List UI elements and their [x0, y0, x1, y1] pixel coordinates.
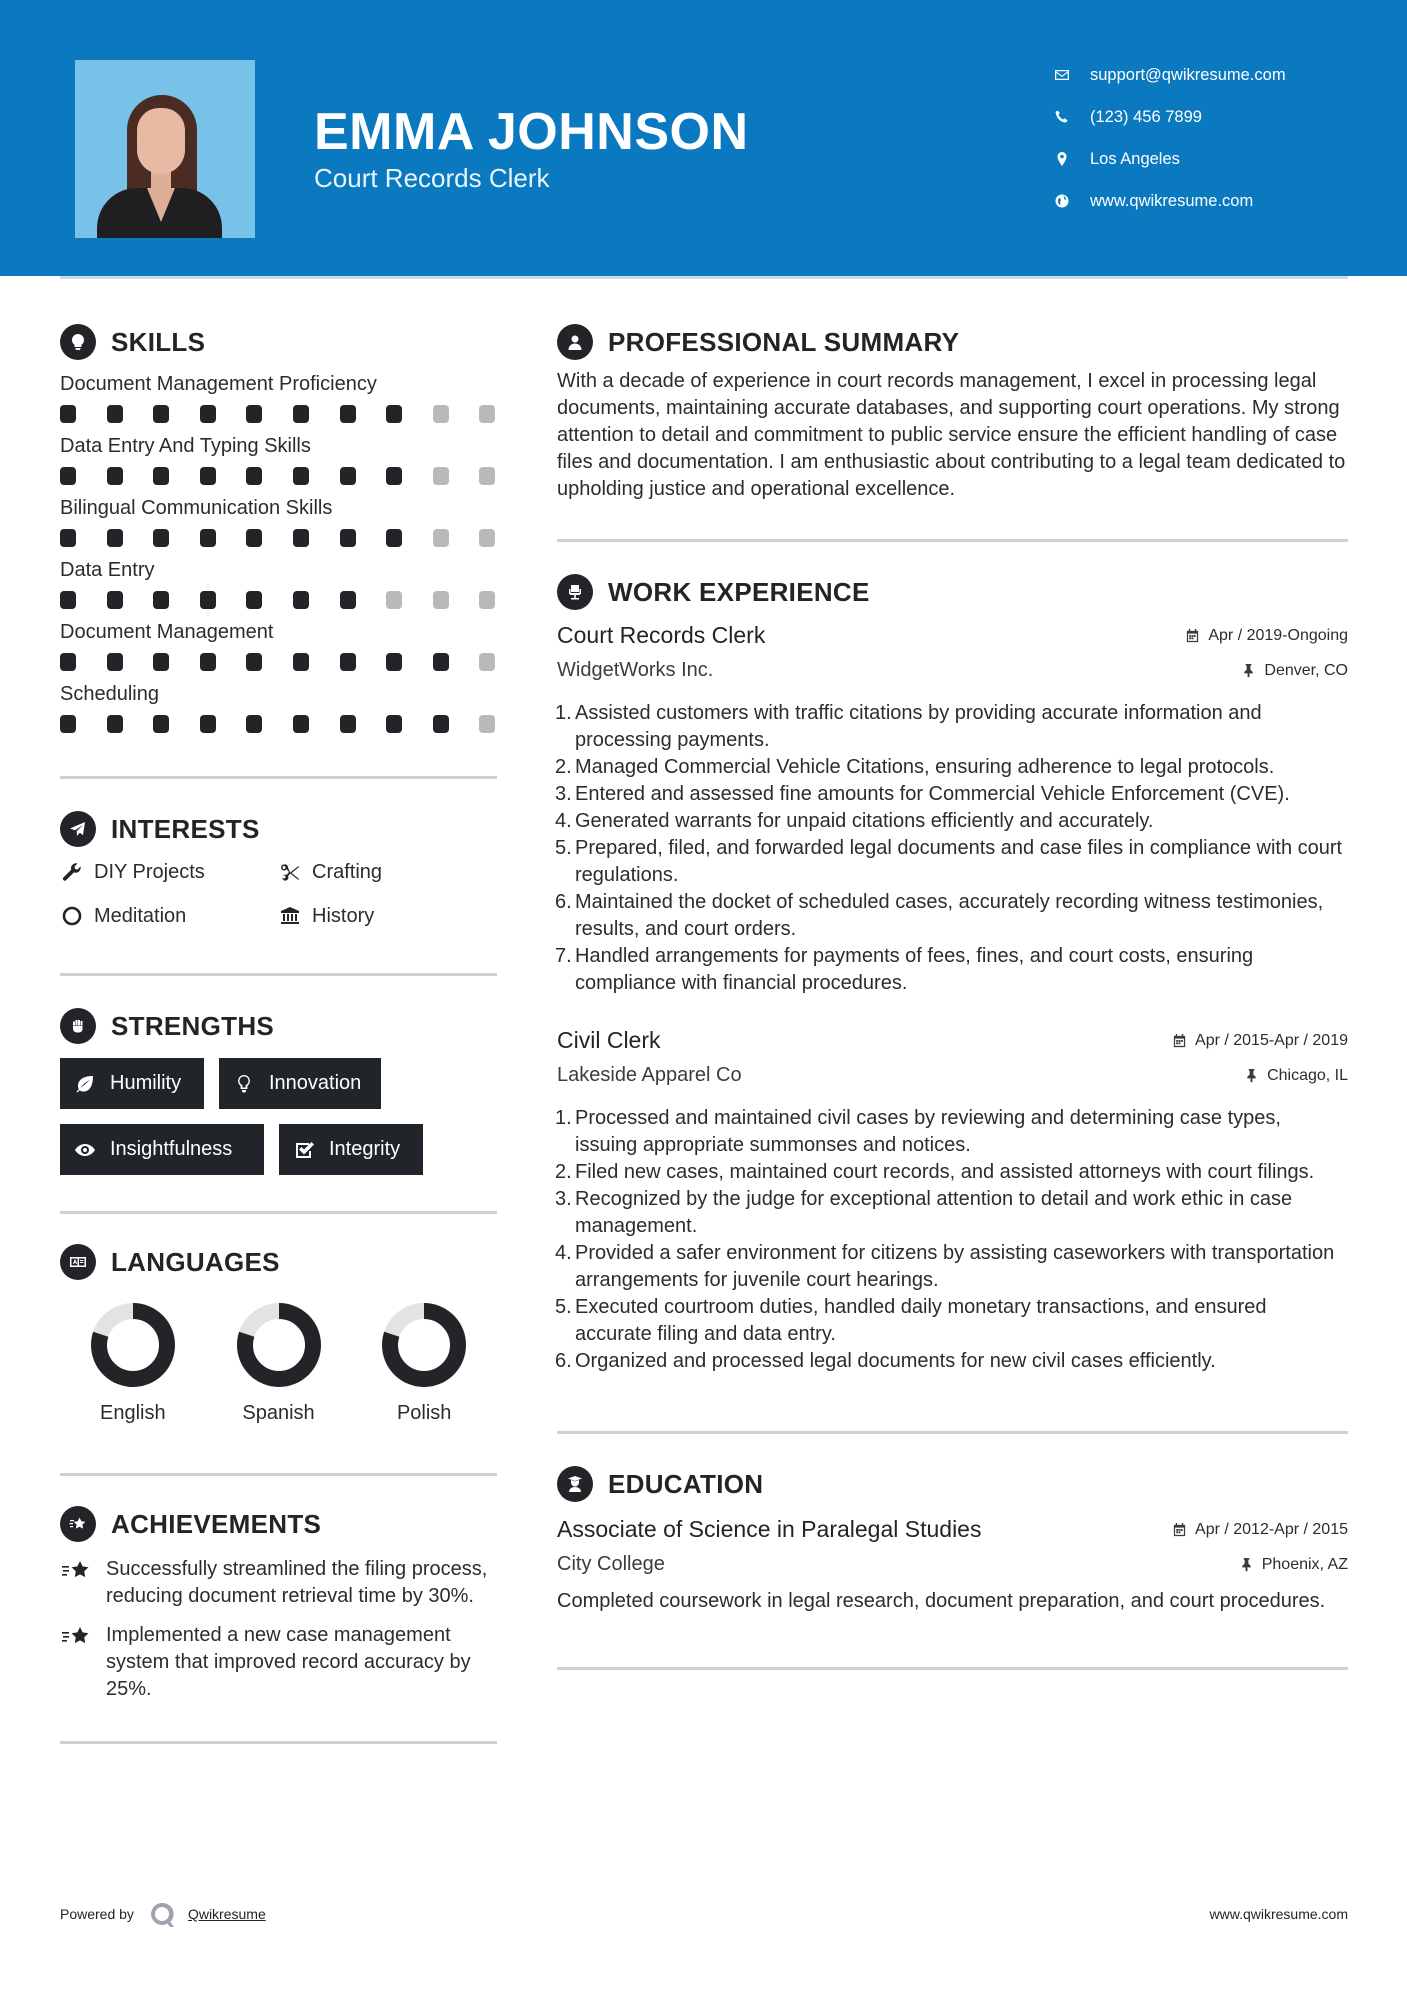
- right-column: [557, 322, 1348, 1670]
- skills-section: [60, 322, 497, 734]
- pushpin-icon: [1241, 663, 1256, 678]
- achievements-list: [60, 1556, 497, 1703]
- contact-list: [1052, 54, 1286, 222]
- skill-rating: [60, 652, 497, 672]
- job-responsibilities: [557, 1105, 1348, 1375]
- rating-dot-filled: [60, 591, 76, 609]
- job-location: Chicago, IL: [1244, 1067, 1348, 1085]
- job-item: [557, 1027, 1348, 1375]
- lightbulb-outline-icon: [231, 1071, 257, 1097]
- pushpin-icon: [1239, 1557, 1254, 1572]
- responsibility-item: Entered and assessed fine amounts for Commercial Vehicle Enforcement (CVE).: [575, 783, 1290, 805]
- interest-item: History: [278, 901, 496, 931]
- eye-icon: [72, 1137, 98, 1163]
- rating-dot-filled: [246, 653, 262, 671]
- skill-item: [60, 618, 497, 672]
- pushpin-icon: [1244, 1068, 1259, 1083]
- interest-item: DIY Projects: [60, 857, 278, 887]
- responsibility-item: Provided a safer environment for citizens by assisting caseworkers with transportation arrangements for juvenile court hearings.: [575, 1242, 1335, 1291]
- responsibility-item: Maintained the docket of scheduled cases, accurately recording witness testimonies, results, and court orders.: [575, 891, 1324, 940]
- skill-name: Document Management: [60, 621, 274, 643]
- interests-list: [60, 857, 497, 931]
- language-name: Polish: [396, 1402, 452, 1424]
- job-title: Civil Clerk: [557, 1027, 661, 1053]
- language-item: [60, 1302, 206, 1425]
- job-location: Denver, CO: [1241, 662, 1348, 680]
- rating-dot-filled: [200, 405, 216, 423]
- job-dates: Apr / 2015-Apr / 2019: [1172, 1032, 1348, 1050]
- section-divider: [557, 539, 1348, 542]
- star-badge-icon: [60, 1506, 96, 1542]
- interest-item: Meditation: [60, 901, 278, 931]
- strength-tag: Insightfulness: [60, 1124, 264, 1175]
- job-title: Court Records Clerk: [557, 622, 766, 648]
- rating-dot-empty: [433, 591, 449, 609]
- language-donut-chart: [90, 1302, 176, 1388]
- section-divider: [60, 973, 497, 976]
- interest-item: Crafting: [278, 857, 496, 887]
- languages-section: [60, 1242, 497, 1425]
- job-dates: Apr / 2019-Ongoing: [1185, 627, 1348, 645]
- contact-website[interactable]: [1052, 180, 1286, 222]
- strength-tag: Humility: [60, 1058, 204, 1109]
- rating-dot-filled: [246, 405, 262, 423]
- education-location: Phoenix, AZ: [1239, 1556, 1348, 1574]
- rating-dot-filled: [386, 715, 402, 733]
- strengths-list: [60, 1058, 497, 1175]
- footer-website[interactable]: www.qwikresume.com: [1209, 1906, 1348, 1922]
- resume-header: [0, 0, 1407, 276]
- rating-dot-filled: [107, 529, 123, 547]
- section-divider: [60, 1473, 497, 1476]
- rating-dot-filled: [293, 467, 309, 485]
- achievements-title: ACHIEVEMENTS: [111, 1508, 322, 1539]
- rating-dot-filled: [246, 529, 262, 547]
- rating-dot-empty: [479, 653, 495, 671]
- rating-dot-filled: [153, 467, 169, 485]
- language-item: [351, 1302, 497, 1425]
- interests-section: [60, 809, 497, 931]
- responsibility-item: Processed and maintained civil cases by reviewing and determining case types, issuing appropriate summonses and notices.: [575, 1107, 1281, 1156]
- rating-dot-filled: [60, 529, 76, 547]
- rating-dot-filled: [340, 653, 356, 671]
- achievement-item: [60, 1622, 497, 1703]
- responsibility-item: Prepared, filed, and forwarded legal documents and case files in compliance with court regulations.: [575, 837, 1343, 886]
- scissors-icon: [278, 860, 302, 884]
- responsibility-item: Managed Commercial Vehicle Citations, ensuring adherence to legal protocols.: [575, 756, 1275, 778]
- job-responsibilities: [557, 700, 1348, 997]
- skill-rating: [60, 466, 497, 486]
- contact-email-text: support@qwikresume.com: [1090, 65, 1286, 84]
- rating-dot-filled: [107, 653, 123, 671]
- contact-website-text: www.qwikresume.com: [1090, 191, 1254, 210]
- lightbulb-icon: [60, 324, 96, 360]
- powered-by-label: Powered by: [60, 1906, 134, 1922]
- job-item: [557, 622, 1348, 997]
- qwikresume-logo-icon: [148, 1900, 176, 1928]
- rating-dot-empty: [433, 405, 449, 423]
- interests-title: INTERESTS: [111, 813, 260, 844]
- languages-list: [60, 1302, 497, 1425]
- rating-dot-filled: [60, 715, 76, 733]
- section-divider: [60, 1741, 497, 1744]
- language-donut-chart: [236, 1302, 322, 1388]
- contact-phone[interactable]: [1052, 96, 1286, 138]
- star-icon: [60, 1556, 96, 1610]
- rating-dot-filled: [200, 529, 216, 547]
- experience-title: WORK EXPERIENCE: [608, 576, 870, 607]
- left-column: [60, 322, 497, 1744]
- skill-name: Bilingual Communication Skills: [60, 497, 333, 519]
- rating-dot-empty: [479, 405, 495, 423]
- section-divider: [60, 1211, 497, 1214]
- rating-dot-filled: [107, 591, 123, 609]
- wrench-icon: [60, 860, 84, 884]
- skill-name: Document Management Proficiency: [60, 373, 377, 395]
- school-name: City College: [557, 1553, 665, 1575]
- rating-dot-filled: [433, 715, 449, 733]
- qwikresume-link[interactable]: Qwikresume: [187, 1906, 266, 1922]
- contact-location-text: Los Angeles: [1090, 149, 1180, 168]
- rating-dot-filled: [107, 405, 123, 423]
- calendar-icon: [1172, 1033, 1187, 1048]
- language-name: English: [100, 1402, 166, 1424]
- section-divider: [557, 1667, 1348, 1670]
- responsibility-item: Generated warrants for unpaid citations efficiently and accurately.: [575, 810, 1154, 832]
- rating-dot-filled: [200, 467, 216, 485]
- achievement-text: Successfully streamlined the filing process, reducing document retrieval time by 30%.: [106, 1558, 488, 1607]
- skills-title: SKILLS: [111, 326, 206, 357]
- responsibility-item: Executed courtroom duties, handled daily monetary transactions, and ensured accurate filing and data entry.: [575, 1296, 1267, 1345]
- strength-tag: Innovation: [219, 1058, 381, 1109]
- education-title: EDUCATION: [608, 1468, 764, 1499]
- rating-dot-filled: [340, 529, 356, 547]
- skill-item: [60, 370, 497, 424]
- rating-dot-empty: [479, 529, 495, 547]
- experience-section: [557, 572, 1348, 1375]
- graduate-icon: [557, 1466, 593, 1502]
- rating-dot-filled: [153, 653, 169, 671]
- header-divider: [60, 276, 1348, 279]
- achievements-section: [60, 1504, 497, 1703]
- fist-icon: [60, 1008, 96, 1044]
- rating-dot-empty: [479, 591, 495, 609]
- user-icon: [557, 324, 593, 360]
- section-divider: [60, 776, 497, 779]
- office-chair-icon: [557, 574, 593, 610]
- strength-tag: Integrity: [279, 1124, 423, 1175]
- leaf-icon: [72, 1071, 98, 1097]
- skill-item: [60, 680, 497, 734]
- rating-dot-filled: [386, 405, 402, 423]
- rating-dot-empty: [433, 467, 449, 485]
- company-name: Lakeside Apparel Co: [557, 1064, 742, 1086]
- skill-rating: [60, 590, 497, 610]
- circle-icon: [60, 904, 84, 928]
- rating-dot-filled: [200, 591, 216, 609]
- summary-title: PROFESSIONAL SUMMARY: [608, 326, 960, 357]
- rating-dot-filled: [153, 715, 169, 733]
- map-marker-icon: [1052, 149, 1072, 169]
- skill-rating: [60, 528, 497, 548]
- rating-dot-filled: [60, 405, 76, 423]
- calendar-icon: [1172, 1522, 1187, 1537]
- responsibility-item: Filed new cases, maintained court records, and assisted attorneys with court filings.: [575, 1161, 1315, 1183]
- rating-dot-filled: [293, 653, 309, 671]
- rating-dot-filled: [60, 467, 76, 485]
- rating-dot-filled: [60, 653, 76, 671]
- language-donut-chart: [381, 1302, 467, 1388]
- rating-dot-filled: [340, 591, 356, 609]
- skill-item: [60, 494, 497, 548]
- footer: [60, 1900, 1348, 1928]
- rating-dot-filled: [293, 715, 309, 733]
- rating-dot-filled: [153, 405, 169, 423]
- section-divider: [557, 1431, 1348, 1434]
- responsibility-item: Organized and processed legal documents for new civil cases efficiently.: [575, 1350, 1216, 1372]
- contact-location: [1052, 138, 1286, 180]
- skill-item: [60, 556, 497, 610]
- star-icon: [60, 1622, 96, 1703]
- rating-dot-filled: [107, 467, 123, 485]
- education-dates: Apr / 2012-Apr / 2015: [1172, 1521, 1348, 1539]
- candidate-title: Court Records Clerk: [314, 163, 550, 193]
- education-item: [557, 1516, 1348, 1615]
- language-icon: [60, 1244, 96, 1280]
- contact-phone-text: (123) 456 7899: [1090, 107, 1202, 126]
- rating-dot-filled: [246, 591, 262, 609]
- company-name: WidgetWorks Inc.: [557, 659, 714, 681]
- rating-dot-filled: [293, 529, 309, 547]
- paper-plane-icon: [60, 811, 96, 847]
- rating-dot-filled: [246, 467, 262, 485]
- rating-dot-filled: [246, 715, 262, 733]
- rating-dot-empty: [479, 467, 495, 485]
- skill-name: Data Entry: [60, 559, 155, 581]
- strengths-section: [60, 1006, 497, 1175]
- degree-name: Associate of Science in Paralegal Studies: [557, 1516, 982, 1542]
- language-name: Spanish: [242, 1402, 315, 1424]
- checkbox-icon: [291, 1137, 317, 1163]
- strengths-title: STRENGTHS: [111, 1010, 275, 1041]
- education-description: Completed coursework in legal research, document preparation, and court procedures.: [557, 1590, 1326, 1612]
- contact-email[interactable]: [1052, 54, 1286, 96]
- globe-icon: [1052, 191, 1072, 211]
- rating-dot-filled: [200, 715, 216, 733]
- skill-rating: [60, 714, 497, 734]
- rating-dot-filled: [433, 653, 449, 671]
- skill-name: Scheduling: [60, 683, 159, 705]
- rating-dot-empty: [386, 591, 402, 609]
- institution-icon: [278, 904, 302, 928]
- rating-dot-empty: [433, 529, 449, 547]
- profile-photo: [75, 60, 255, 238]
- rating-dot-empty: [479, 715, 495, 733]
- rating-dot-filled: [293, 405, 309, 423]
- responsibility-item: Handled arrangements for payments of fees, fines, and court costs, ensuring compliance with financial procedures.: [575, 945, 1254, 994]
- responsibility-item: Recognized by the judge for exceptional attention to detail and work ethic in case management.: [575, 1188, 1293, 1237]
- rating-dot-filled: [107, 715, 123, 733]
- calendar-icon: [1185, 628, 1200, 643]
- achievement-text: Implemented a new case management system that improved record accuracy by 25%.: [106, 1624, 471, 1700]
- rating-dot-filled: [153, 529, 169, 547]
- summary-text: With a decade of experience in court records management, I excel in processing legal documents, maintaining accurate databases, and supporting court operations. My strong attention to detail and commitment to public service ensure the efficient handling of case files and documentation. I am enthusiastic about contributing to a legal team dedicated to upholding justice and operational excellence.: [557, 370, 1346, 500]
- languages-title: LANGUAGES: [111, 1246, 280, 1277]
- rating-dot-filled: [386, 529, 402, 547]
- rating-dot-filled: [340, 405, 356, 423]
- skill-item: [60, 432, 497, 486]
- candidate-name: EMMA JOHNSON: [314, 103, 749, 161]
- skill-name: Data Entry And Typing Skills: [60, 435, 311, 457]
- summary-section: [557, 322, 1348, 503]
- language-item: [206, 1302, 352, 1425]
- achievement-item: [60, 1556, 497, 1610]
- rating-dot-filled: [340, 715, 356, 733]
- education-section: [557, 1464, 1348, 1615]
- rating-dot-filled: [153, 591, 169, 609]
- rating-dot-filled: [200, 653, 216, 671]
- rating-dot-filled: [386, 653, 402, 671]
- rating-dot-filled: [386, 467, 402, 485]
- responsibility-item: Assisted customers with traffic citations by providing accurate information and processing payments.: [575, 702, 1262, 751]
- phone-icon: [1052, 107, 1072, 127]
- rating-dot-filled: [340, 467, 356, 485]
- rating-dot-filled: [293, 591, 309, 609]
- envelope-icon: [1052, 65, 1072, 85]
- skill-rating: [60, 404, 497, 424]
